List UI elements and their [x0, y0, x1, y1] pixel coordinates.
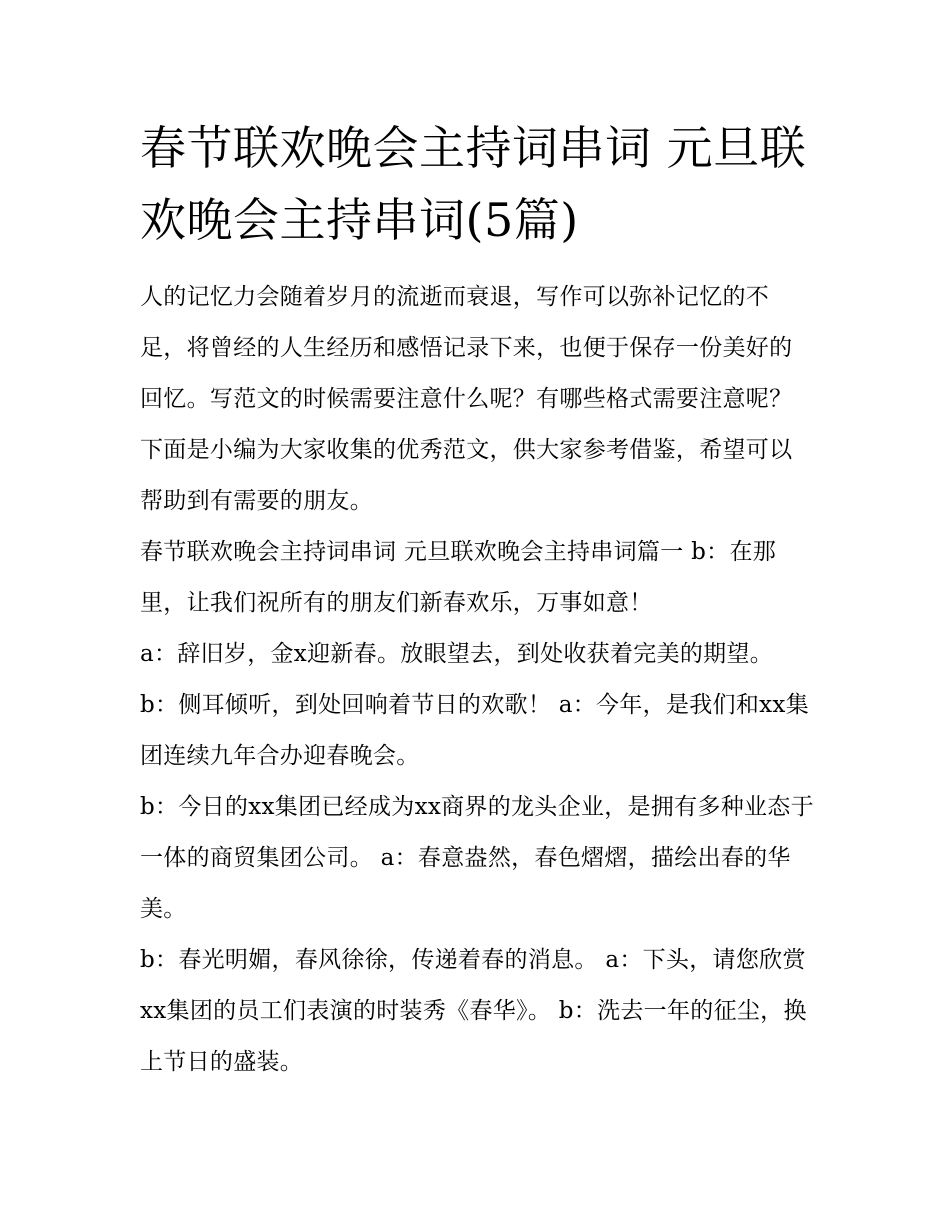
paragraph-4: b：今日的xx集团已经成为xx商界的龙头企业，是拥有多种业态于一体的商贸集团公司。 a：春意盎然，春色熠熠，描绘出春的华美。 [140, 794, 814, 922]
document-title: 春节联欢晚会主持词串词 元旦联欢晚会主持串词(5篇) [140, 121, 807, 247]
document-page [140, 112, 815, 1088]
paragraph-2: 春节联欢晚会主持词串词 元旦联欢晚会主持串词篇一 b：在那里，让我们祝所有的朋友们新春欢乐，万事如意！ [140, 539, 777, 616]
document-body [140, 272, 815, 1088]
paragraph-5: b：春光明媚，春风徐徐，传递着春的消息。 a：下头，请您欣赏xx集团的员工们表演的时装秀《春华》。 b：洗去一年的征尘，换上节日的盛装。 [140, 947, 807, 1075]
paragraph-3: a：辞旧岁，金x迎新春。放眼望去，到处收获着完美的期望。 b：侧耳倾听，到处回响着节日的欢歌！ a：今年，是我们和xx集团连续九年合办迎春晚会。 [140, 641, 809, 769]
paragraph-intro: 人的记忆力会随着岁月的流逝而衰退，写作可以弥补记忆的不足，将曾经的人生经历和感悟记录下来，也便于保存一份美好的回忆。写范文的时候需要注意什么呢？有哪些格式需要注意呢？下面是小编为大家收集的优秀范文，供大家参考借鉴，希望可以帮助到有需要的朋友。 [140, 284, 793, 514]
